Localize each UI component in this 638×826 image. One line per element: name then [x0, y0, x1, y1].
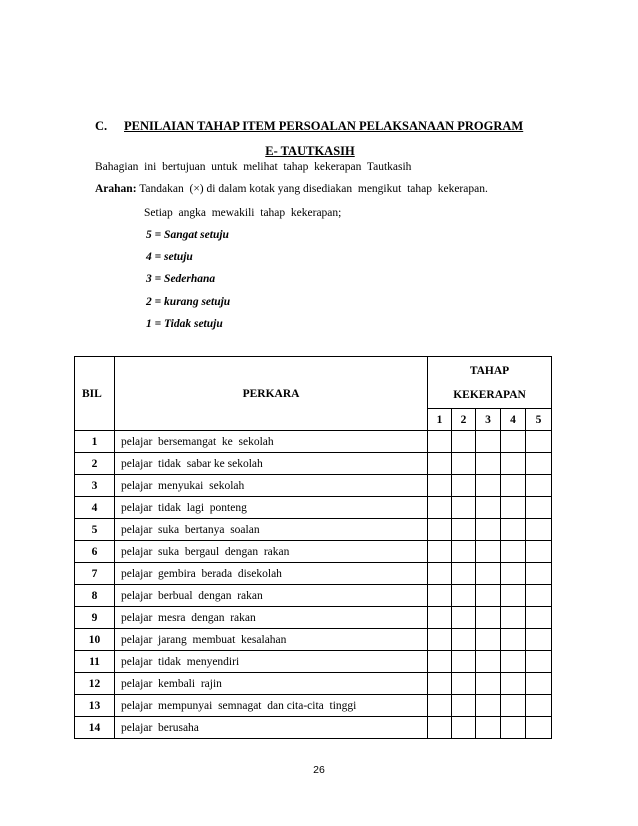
rating-box-4[interactable]: [501, 673, 526, 695]
rating-box-2[interactable]: [452, 607, 476, 629]
rating-box-4[interactable]: [501, 497, 526, 519]
instruction-line: [95, 183, 488, 195]
section-title: PENILAIAN TAHAP ITEM PERSOALAN PELAKSANAAN PROGRAM: [124, 119, 524, 133]
rating-box-5[interactable]: [526, 607, 552, 629]
row-number: 7: [75, 563, 115, 585]
rating-box-5[interactable]: [526, 431, 552, 453]
rating-box-2[interactable]: [452, 519, 476, 541]
rating-box-1[interactable]: [428, 717, 452, 739]
row-item-text: pelajar suka bertanya soalan: [115, 519, 428, 541]
row-number: 8: [75, 585, 115, 607]
rating-box-1[interactable]: [428, 519, 452, 541]
rating-box-4[interactable]: [501, 629, 526, 651]
row-item-text: pelajar suka bergaul dengan rakan: [115, 541, 428, 563]
table-body: [75, 431, 552, 739]
table-row: [75, 431, 552, 453]
row-item-text: pelajar tidak lagi ponteng: [115, 497, 428, 519]
row-item-text: pelajar menyukai sekolah: [115, 475, 428, 497]
row-number: 1: [75, 431, 115, 453]
intro-text: Bahagian ini bertujuan untuk melihat tahap kekerapan Tautkasih: [95, 161, 412, 173]
table-row: [75, 607, 552, 629]
row-number: 12: [75, 673, 115, 695]
header-tahap: TAHAP: [469, 365, 510, 377]
row-item-text: pelajar jarang membuat kesalahan: [115, 629, 428, 651]
table-row: [75, 541, 552, 563]
rating-box-4[interactable]: [501, 453, 526, 475]
row-item-text: pelajar bersemangat ke sekolah: [115, 431, 428, 453]
rating-box-3[interactable]: [476, 629, 501, 651]
rating-box-1[interactable]: [428, 453, 452, 475]
section-letter: C.: [95, 119, 108, 133]
row-number: 4: [75, 497, 115, 519]
row-number: 9: [75, 607, 115, 629]
table-row: [75, 475, 552, 497]
table-row: [75, 673, 552, 695]
rating-box-2[interactable]: [452, 497, 476, 519]
rating-box-3[interactable]: [476, 673, 501, 695]
scale-header-1: 1: [428, 409, 452, 431]
scale-item-1: 1 = Tidak setuju: [146, 318, 223, 330]
scale-item-5: 5 = Sangat setuju: [146, 229, 229, 241]
row-number: 10: [75, 629, 115, 651]
row-number: 14: [75, 717, 115, 739]
rating-box-3[interactable]: [476, 563, 501, 585]
rating-box-2[interactable]: [452, 475, 476, 497]
rating-box-2[interactable]: [452, 651, 476, 673]
rating-box-2[interactable]: [452, 629, 476, 651]
scale-header-5: 5: [526, 409, 552, 431]
rating-box-3[interactable]: [476, 541, 501, 563]
rating-box-3[interactable]: [476, 651, 501, 673]
scale-header-2: 2: [452, 409, 476, 431]
table-row: [75, 651, 552, 673]
rating-table: [74, 356, 552, 739]
row-item-text: pelajar berusaha: [115, 717, 428, 739]
row-number: 5: [75, 519, 115, 541]
rating-box-1[interactable]: [428, 541, 452, 563]
instruction-label: Arahan:: [95, 183, 137, 195]
rating-box-1[interactable]: [428, 475, 452, 497]
rating-box-2[interactable]: [452, 585, 476, 607]
rating-box-4[interactable]: [501, 717, 526, 739]
row-number: 2: [75, 453, 115, 475]
rating-box-4[interactable]: [501, 541, 526, 563]
rating-box-1[interactable]: [428, 563, 452, 585]
rating-box-1[interactable]: [428, 607, 452, 629]
header-kekerapan: KEKERAPAN: [453, 389, 526, 401]
rating-box-4[interactable]: [501, 519, 526, 541]
table-row: [75, 497, 552, 519]
table-row: [75, 717, 552, 739]
rating-box-1[interactable]: [428, 651, 452, 673]
row-number: 3: [75, 475, 115, 497]
row-number: 13: [75, 695, 115, 717]
rating-box-3[interactable]: [476, 475, 501, 497]
scale-item-3: 3 = Sederhana: [146, 273, 216, 285]
table-row: [75, 453, 552, 475]
rating-box-2[interactable]: [452, 695, 476, 717]
header-bil: BIL: [75, 357, 115, 431]
rating-box-3[interactable]: [476, 431, 501, 453]
rating-box-5[interactable]: [526, 519, 552, 541]
rating-box-2[interactable]: [452, 673, 476, 695]
table-row: [75, 695, 552, 717]
header-perkara: PERKARA: [115, 357, 428, 431]
rating-box-1[interactable]: [428, 629, 452, 651]
rating-box-5[interactable]: [526, 585, 552, 607]
rating-box-1[interactable]: [428, 497, 452, 519]
scale-intro: Setiap angka mewakili tahap kekerapan;: [144, 207, 342, 219]
table-row: [75, 563, 552, 585]
rating-box-5[interactable]: [526, 695, 552, 717]
row-item-text: pelajar gembira berada disekolah: [115, 563, 428, 585]
section-header: [95, 119, 523, 134]
rating-box-3[interactable]: [476, 497, 501, 519]
rating-box-3[interactable]: [476, 585, 501, 607]
rating-box-5[interactable]: [526, 541, 552, 563]
header-tahap-kekerapan: [428, 357, 552, 409]
table-row: [75, 629, 552, 651]
rating-box-4[interactable]: [501, 475, 526, 497]
rating-box-3[interactable]: [476, 519, 501, 541]
section-subtitle: E- TAUTKASIH: [265, 144, 355, 158]
page-number: 26: [313, 764, 325, 776]
rating-box-1[interactable]: [428, 673, 452, 695]
row-number: 6: [75, 541, 115, 563]
table-row: [75, 519, 552, 541]
scale-header-4: 4: [501, 409, 526, 431]
scale-item-2: 2 = kurang setuju: [146, 296, 231, 308]
scale-header-3: 3: [476, 409, 501, 431]
rating-box-1[interactable]: [428, 695, 452, 717]
scale-item-4: 4 = setuju: [146, 251, 193, 263]
rating-box-2[interactable]: [452, 453, 476, 475]
rating-box-4[interactable]: [501, 431, 526, 453]
rating-box-2[interactable]: [452, 563, 476, 585]
rating-box-1[interactable]: [428, 431, 452, 453]
rating-box-5[interactable]: [526, 563, 552, 585]
row-item-text: pelajar mempunyai semnagat dan cita-cita tinggi: [115, 695, 428, 717]
rating-box-2[interactable]: [452, 541, 476, 563]
instruction-text: Tandakan (×) di dalam kotak yang disediakan mengikut tahap kekerapan.: [136, 183, 488, 195]
rating-box-4[interactable]: [501, 651, 526, 673]
rating-box-3[interactable]: [476, 453, 501, 475]
rating-box-1[interactable]: [428, 585, 452, 607]
rating-box-5[interactable]: [526, 453, 552, 475]
rating-box-2[interactable]: [452, 431, 476, 453]
rating-box-3[interactable]: [476, 695, 501, 717]
rating-box-5[interactable]: [526, 475, 552, 497]
rating-box-3[interactable]: [476, 607, 501, 629]
row-item-text: pelajar mesra dengan rakan: [115, 607, 428, 629]
row-item-text: pelajar kembali rajin: [115, 673, 428, 695]
rating-box-5[interactable]: [526, 651, 552, 673]
rating-box-4[interactable]: [501, 563, 526, 585]
rating-box-4[interactable]: [501, 585, 526, 607]
rating-box-4[interactable]: [501, 695, 526, 717]
row-item-text: pelajar tidak sabar ke sekolah: [115, 453, 428, 475]
rating-box-5[interactable]: [526, 497, 552, 519]
row-number: 11: [75, 651, 115, 673]
row-item-text: pelajar berbual dengan rakan: [115, 585, 428, 607]
table-row: [75, 585, 552, 607]
rating-box-4[interactable]: [501, 607, 526, 629]
rating-box-5[interactable]: [526, 717, 552, 739]
rating-box-5[interactable]: [526, 673, 552, 695]
rating-box-5[interactable]: [526, 629, 552, 651]
rating-box-2[interactable]: [452, 717, 476, 739]
rating-box-3[interactable]: [476, 717, 501, 739]
row-item-text: pelajar tidak menyendiri: [115, 651, 428, 673]
